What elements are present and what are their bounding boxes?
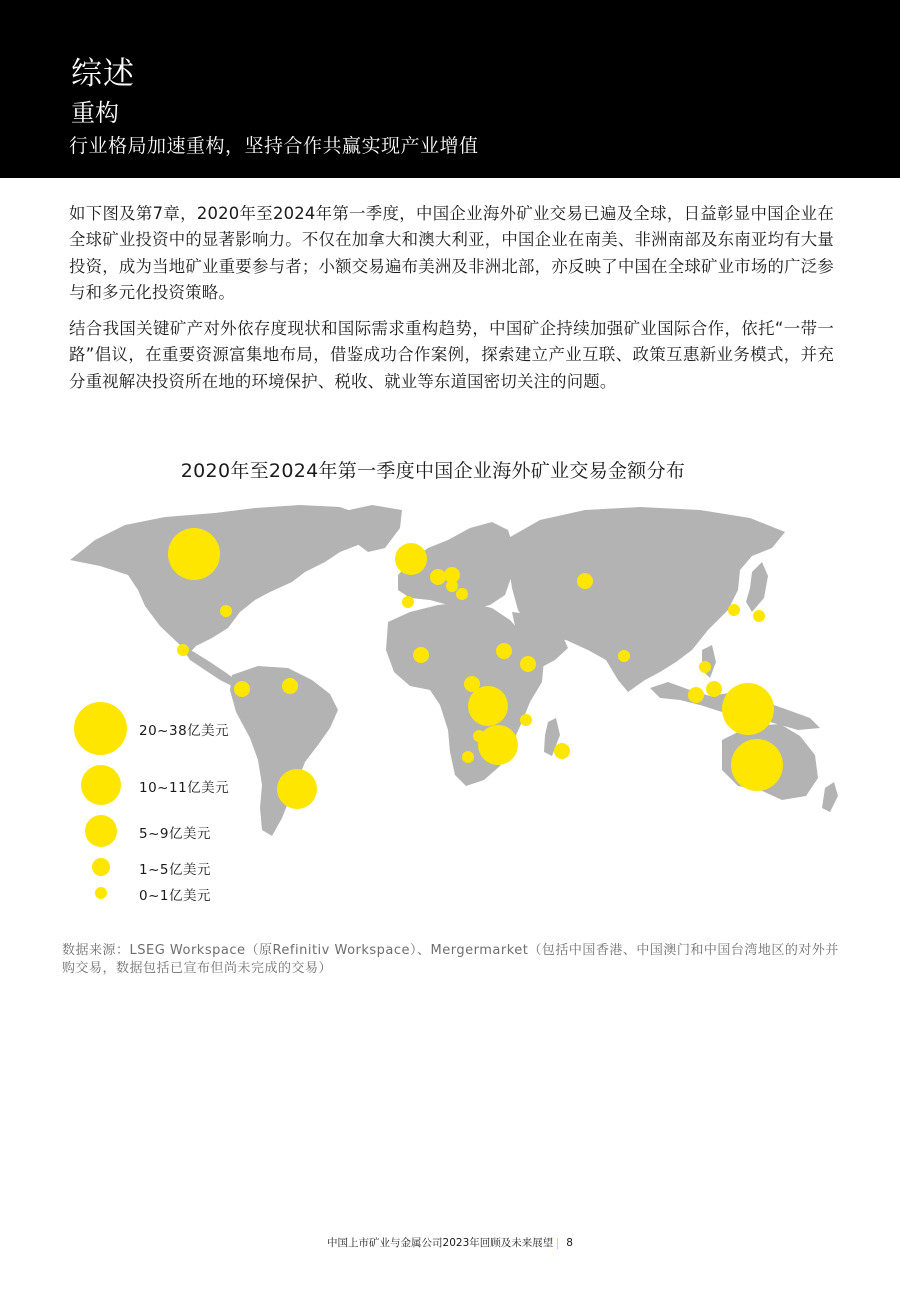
deal-bubble-balkans (456, 588, 468, 600)
deal-bubble-dr-congo-zambia (468, 686, 508, 726)
map-title: 2020年至2024年第一季度中国企业海外矿业交易金额分布 (180, 460, 686, 482)
deal-bubble-indonesia (722, 683, 774, 735)
deal-bubble-ethiopia (520, 656, 536, 672)
deal-bubble-sudan (496, 643, 512, 659)
deal-bubble-indochina (688, 687, 704, 703)
deal-bubble-france-benelux (430, 569, 446, 585)
deal-bubble-namibia-botswana (462, 751, 474, 763)
deal-bubble-borneo (706, 681, 722, 697)
deal-bubble-spain (402, 596, 414, 608)
deal-bubble-kazakhstan (577, 573, 593, 589)
deal-bubble-uk-north-sea (395, 543, 427, 575)
new-zealand-landmass (822, 782, 838, 812)
deal-bubble-zimbabwe (478, 725, 518, 765)
deal-bubble-venezuela-guyana (282, 678, 298, 694)
section-subtitle: 重构 (71, 99, 119, 127)
deal-bubble-korea (728, 604, 740, 616)
legend-label-m: 5~9亿美元 (139, 826, 211, 842)
legend-circle-s (92, 858, 110, 876)
deal-bubble-india (618, 650, 630, 662)
legend-label-xl: 20~38亿美元 (139, 723, 230, 739)
legend-circle-xs (95, 887, 107, 899)
deal-bubble-colombia (234, 681, 250, 697)
legend-label-l: 10~11亿美元 (139, 780, 230, 796)
legend-circle-l (81, 765, 121, 805)
deal-bubble-philippines (699, 661, 711, 673)
publication-title: 中国上市矿业与金属公司2023年回顾及未来展望 (327, 1237, 554, 1249)
north-america-landmass (70, 505, 372, 655)
deal-bubble-australia (731, 739, 783, 791)
legend-label-s: 1~5亿美元 (139, 862, 211, 878)
legend-circle-xl (74, 702, 127, 755)
page-footer (0, 1235, 900, 1250)
section-title: 综述 (71, 56, 135, 92)
section-description: 行业格局加速重构，坚持合作共赢实现产业增值 (69, 135, 479, 157)
deal-bubble-argentina (277, 769, 317, 809)
deal-bubble-tanzania (520, 714, 532, 726)
data-source-note: 数据来源：LSEG Workspace（原Refinitiv Workspace）、Mergermarket（包括中国香港、中国澳门和中国台湾地区的对外并购交易，数据包括已宣布但尚未完成的交易） (62, 943, 839, 976)
world-map (0, 490, 900, 920)
body-paragraph-2: 结合我国关键矿产对外依存度现状和国际需求重构趋势，中国矿企持续加强矿业国际合作，依托“一带一路”倡议，在重要资源富集地布局，借鉴成功合作案例，探索建立产业互联、政策互惠新业务模式，并充分重视解决投资所在地的环境保护、税收、就业等东道国密切关注的问题。 (69, 319, 834, 391)
deal-bubble-madagascar (554, 743, 570, 759)
legend-circle-m (85, 815, 117, 847)
deal-bubble-germany (446, 580, 458, 592)
japan-landmass (746, 562, 768, 612)
section-header (0, 0, 900, 178)
deal-bubble-west-africa (413, 647, 429, 663)
page-number: 8 (566, 1237, 573, 1249)
footer-divider (557, 1238, 558, 1249)
deal-bubble-northeast-us (220, 605, 232, 617)
body-paragraph-1: 如下图及第7章，2020年至2024年第一季度，中国企业海外矿业交易已遍及全球，日益彰显中国企业在全球矿业投资中的显著影响力。不仅在加拿大和澳大利亚，中国企业在南美、非洲南部及东南亚均有大量投资，成为当地矿业重要参与者；小额交易遍布美洲及非洲北部，亦反映了中国在全球矿业市场的广泛参与和多元化投资策略。 (69, 204, 834, 303)
deal-bubble-japan (753, 610, 765, 622)
legend-label-xs: 0~1亿美元 (139, 888, 211, 904)
deal-bubble-mexico (177, 644, 189, 656)
deal-bubble-canada (168, 528, 220, 580)
